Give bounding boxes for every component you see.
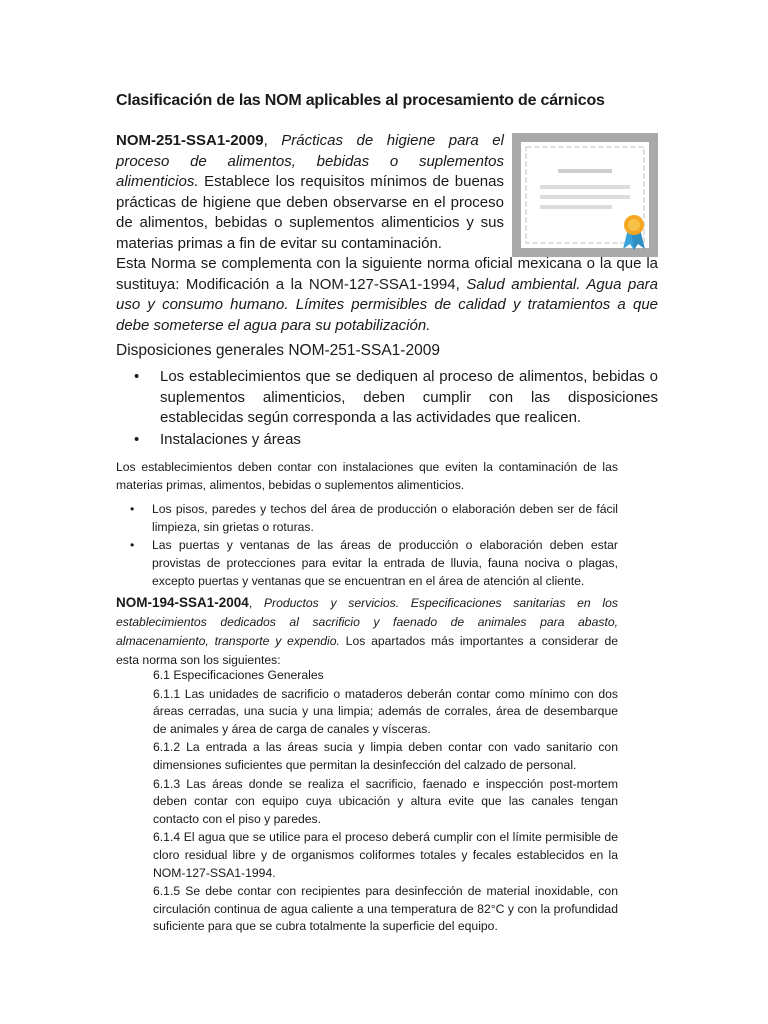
list-item-text: Instalaciones y áreas	[160, 430, 301, 448]
separator: ,	[263, 132, 282, 149]
norm-title-194: Productos y servicios. Especificaciones sanitarias en los establecimientos dedicados al sacrificio y faenado de animales para abasto, almacenamiento, transporte y expendio.	[116, 596, 618, 648]
complement-paragraph	[116, 254, 658, 336]
norm-title-251: Prácticas de higiene para el proceso de alimentos, bebidas o suplementos alimenticios.	[116, 132, 504, 190]
list-item	[116, 500, 618, 536]
list-item	[116, 430, 658, 451]
norm-code-194: NOM-194-SSA1-2004	[116, 595, 249, 610]
section-subheading: Disposiciones generales NOM-251-SSA1-2009	[116, 342, 440, 359]
list-item-text: Los establecimientos que se dediquen al proceso de alimentos, bebidas o suplementos alimenticios, deben cumplir con las disposiciones establecidas según corresponda a las actividades que realicen.	[160, 368, 658, 426]
nom-194-paragraph	[116, 593, 618, 670]
bullet-icon: •	[130, 538, 135, 552]
intro-paragraph	[116, 131, 504, 254]
spec-item: 6.1.2 La entrada a las áreas sucia y limpia deben contar con vado sanitario con dimensiones suficientes que permitan la desinfección del calzado de personal.	[153, 740, 618, 772]
installations-paragraph: Los establecimientos deben contar con instalaciones que eviten la contaminación de las materias primas, alimentos, bebidas o suplementos alimenticios.	[116, 460, 618, 492]
specifications-list	[153, 667, 618, 937]
spec-item: 6.1.1 Las unidades de sacrificio o mataderos deberán contar como mínimo con dos áreas cerradas, una sucia y una limpia; además de corrales, área de desembarque de animales y área de carga de canales y vísceras.	[153, 686, 618, 736]
list-item	[116, 367, 658, 429]
document-title: Clasificación de las NOM aplicables al procesamiento de cárnicos	[116, 92, 605, 109]
norm-code-251: NOM-251-SSA1-2009	[116, 132, 264, 149]
list-item-text: Las puertas y ventanas de las áreas de producción o elaboración deben estar provistas de protecciones para evitar la entrada de lluvia, fauna nociva o plagas, excepto puertas y ventanas que se encuentran en el área de atención al cliente.	[152, 538, 618, 588]
complement-text: Esta Norma se complementa con la siguiente norma oficial mexicana o la que la sustituya: Modificación a la NOM-127-SSA1-1994,	[116, 255, 658, 293]
list-item-text: Los pisos, paredes y techos del área de producción o elaboración deben ser de fácil limpieza, sin grietas o roturas.	[152, 502, 618, 534]
separator: ,	[248, 596, 264, 610]
bullet-icon: •	[130, 502, 135, 516]
general-provisions-list	[116, 367, 658, 451]
bullet-icon: •	[134, 368, 140, 385]
list-item	[116, 536, 618, 590]
certificate-image	[512, 133, 658, 257]
complement-italic: Salud ambiental. Agua para uso y consumo humano. Límites permisibles de calidad y tratamientos a que debe someterse el agua para su potabilización.	[116, 275, 658, 334]
bullet-icon: •	[134, 430, 140, 448]
spec-item: 6.1.3 Las áreas donde se realiza el sacrificio, faenado e inspección post-mortem deben contar con equipo cuya ubicación y altura evite que las canales tengan contacto con el piso y paredes.	[153, 776, 618, 826]
section2-text: Los apartados más importantes a considerar de esta norma son los siguientes:	[116, 634, 618, 667]
intro-text: Establece los requisitos mínimos de buenas prácticas de higiene que deben observarse en el proceso de alimentos, bebidas o suplementos alimenticios y sus materias primas a fin de evitar su contaminación.	[116, 173, 504, 252]
spec-item: 6.1.5 Se debe contar con recipientes para desinfección de material inoxidable, con circulación continua de agua caliente a una temperatura de 82°C y con la profundidad suficiente para que se cubra totalmente la superficie del equipo.	[153, 884, 618, 934]
spec-item: 6.1 Especificaciones Generales	[153, 668, 324, 682]
spec-item: 6.1.4 El agua que se utilice para el proceso deberá cumplir con el límite permisible de cloro residual libre y de organismos coliformes totales y fecales establecidos en la NOM-127-SSA1-1994.	[153, 830, 618, 880]
installations-list	[116, 500, 618, 590]
